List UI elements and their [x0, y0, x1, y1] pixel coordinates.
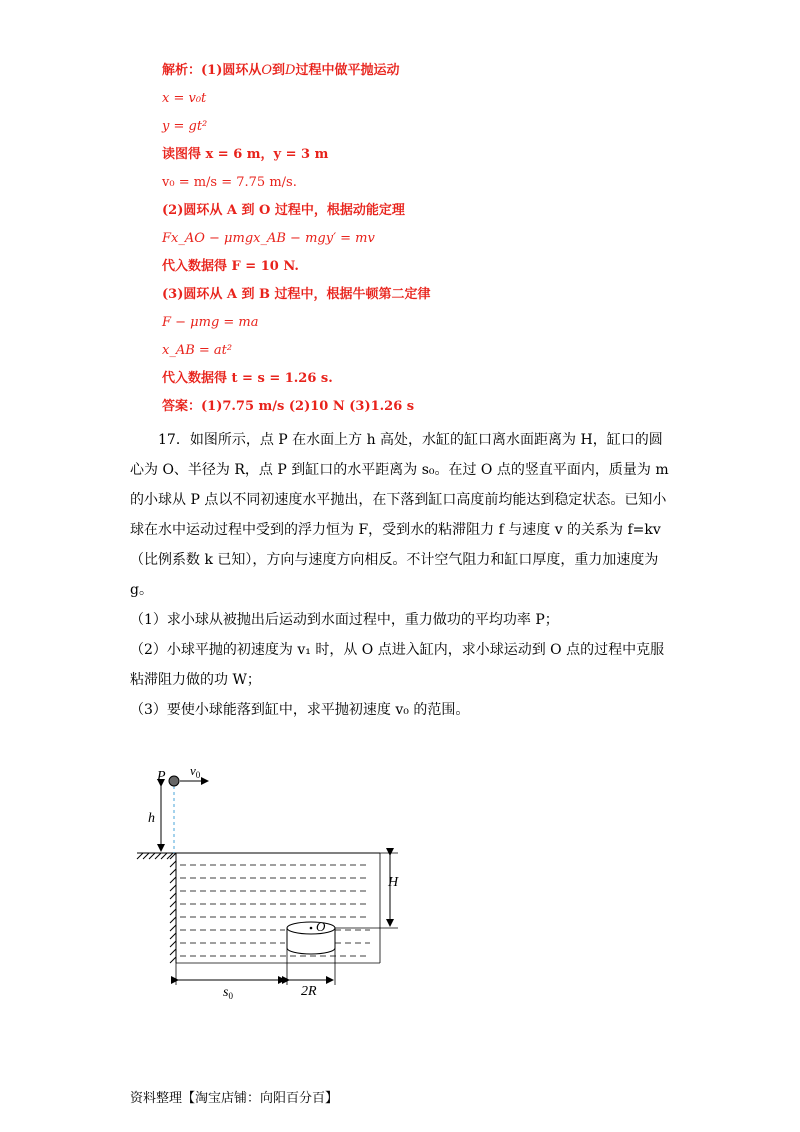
- footer: 资料整理【淘宝店铺：向阳百分百】: [130, 1091, 339, 1106]
- solution-line-6: (2)圆环从 A 到 O 过程中，根据动能定理: [162, 203, 405, 218]
- water-dashes: [180, 865, 370, 956]
- ball-P: [169, 776, 179, 786]
- wall: [170, 853, 176, 963]
- answer-line: 答案：(1)7.75 m/s (2)10 N (3)1.26 s: [162, 399, 415, 414]
- label-h: h: [148, 811, 155, 826]
- solution-line-7: Fx_AO − μmgx_AB − mgy′ = mv: [162, 231, 375, 246]
- solution-line-9: (3)圆环从 A 到 B 过程中，根据牛顿第二定律: [162, 287, 431, 302]
- solution-line-11: x_AB = at²: [162, 343, 233, 358]
- solution-line-12: 代入数据得 t = s = 1.26 s.: [162, 371, 333, 386]
- label-H: H: [388, 875, 399, 890]
- label-D: D: [285, 63, 296, 78]
- solution-line-1-suffix: 过程中做平抛运动: [295, 63, 400, 78]
- question-block: [130, 425, 670, 725]
- solution-line-1: [162, 62, 400, 80]
- solution-line-10: F − μmg = ma: [162, 315, 259, 330]
- question-part-3: （3）要使小球能落到缸中，求平抛初速度 v₀ 的范围。: [130, 702, 470, 718]
- label-s0: $s_0$: [223, 985, 233, 1001]
- solution-line-1-prefix: 解析：(1)圆环从: [162, 63, 262, 78]
- physics-figure: [130, 755, 420, 1005]
- solution-line-4: 读图得 x = 6 m，y = 3 m: [162, 147, 329, 162]
- solution-line-5: v₀ = m/s = 7.75 m/s.: [162, 175, 297, 190]
- label-O-figure: O: [316, 919, 326, 934]
- label-O: O: [261, 63, 273, 78]
- vat-center-dot: [310, 927, 313, 930]
- solution-line-2: x = v₀t: [162, 91, 207, 106]
- solution-line-1-mid: 到: [272, 63, 286, 78]
- label-2R: 2R: [301, 984, 317, 999]
- label-v0: $v_0$: [190, 763, 201, 780]
- question-part-1: （1）求小球从被抛出后运动到水面过程中，重力做功的平均功率 P；: [130, 612, 559, 628]
- solution-line-8: 代入数据得 F = 10 N.: [162, 259, 299, 274]
- solution-line-3: y = gt²: [162, 119, 208, 134]
- question-part-2: （2）小球平抛的初速度为 v₁ 时，从 O 点进入缸内，求小球运动到 O 点的过程中克服粘滞阻力做的功 W；: [130, 642, 665, 688]
- question-stem: 17．如图所示，点 P 在水面上方 h 高处，水缸的缸口离水面距离为 H，缸口的圆心为 O、半径为 R，点 P 到缸口的水平距离为 s₀。在过 O 点的竖直平面内，质量为 m 的小球从 P 点以不同初速度水平抛出，在下落到缸口高度前均能达到稳定状态。已知小球在水中运动过程中受到的浮力恒为 F，受到水的粘滞阻力 f 与速度 v 的关系为 f=kv（比例系数 k 已知），方向与速度方向相反。不计空气阻力和缸口厚度，重力加速度为 g。: [130, 432, 669, 598]
- label-P: P: [157, 769, 166, 784]
